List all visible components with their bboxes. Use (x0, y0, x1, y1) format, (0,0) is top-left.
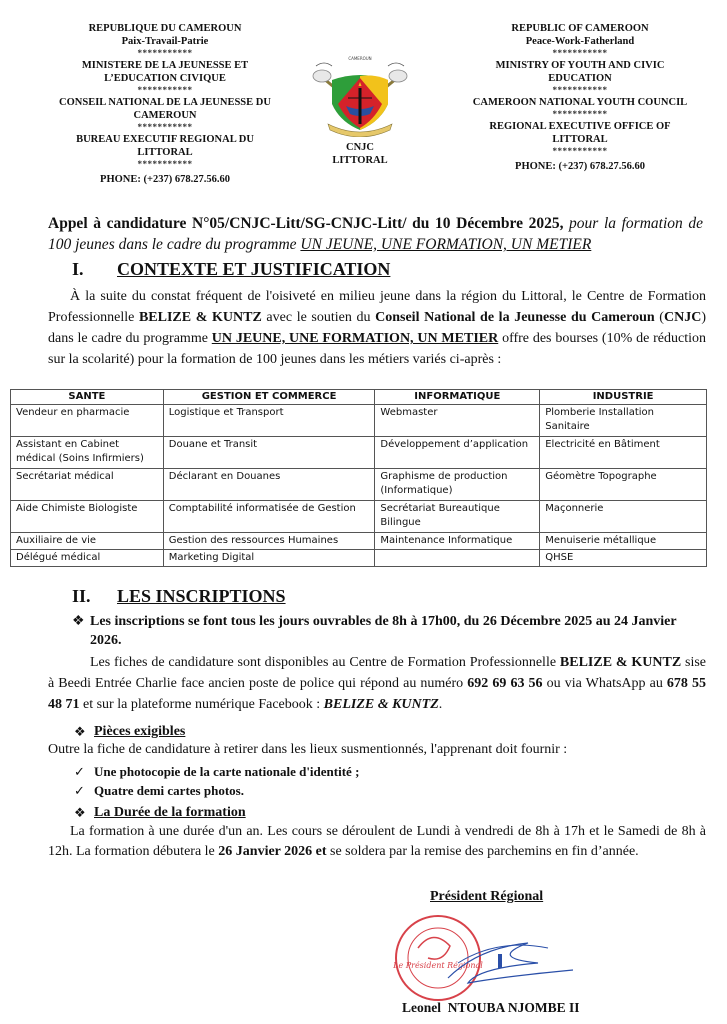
separator: *********** (552, 48, 608, 58)
text: se soldera par la remise des parchemins en fin d’année. (326, 844, 639, 859)
cnjc-logo (305, 52, 415, 167)
schedule-text: Les inscriptions se font tous les jours ouvrables de 8h à 17h00, du 26 Décembre 2025 au 24 Janvier 2026. (90, 614, 677, 648)
table-cell: Gestion des ressources Humaines (163, 533, 375, 550)
table-cell: Assistant en Cabinet médical (Soins Infirmiers) (11, 437, 164, 469)
table-cell: Secrétariat Bureautique Bilingue (375, 501, 540, 533)
inscription-schedule (72, 612, 705, 650)
text: La formation à une durée d'un an. Les cours se déroulent de Lundi à vendredi de 8h à 17h et le Samedi de 8h à 12h. La formation débutera le (48, 824, 706, 859)
section-1-heading (72, 258, 390, 280)
official-stamp-icon (388, 908, 598, 1008)
council-fr-2: CAMEROUN (133, 110, 197, 121)
svg-text:CAMEROUN: CAMEROUN (348, 56, 372, 61)
title-program: UN JEUNE, UNE FORMATION, UN METIER (300, 236, 592, 253)
header-right (455, 22, 705, 173)
required-item-text: Quatre demi cartes photos. (94, 783, 244, 798)
country-name-fr: REPUBLIQUE DU CAMEROUN (88, 23, 242, 34)
section-1-paragraph (48, 286, 706, 370)
table-cell: Géomètre Topographe (540, 469, 707, 501)
table-cell: Développement d’application (375, 437, 540, 469)
table-cell: Comptabilité informatisée de Gestion (163, 501, 375, 533)
ministry-fr-1: MINISTERE DE LA JEUNESSE ET (81, 60, 249, 71)
center-name: BELIZE & KUNTZ (138, 310, 262, 325)
header-left (40, 22, 290, 186)
table-row (11, 533, 707, 550)
separator: *********** (552, 146, 608, 156)
required-item (74, 762, 360, 781)
phone-fr: PHONE: (+237) 678.27.56.60 (100, 174, 230, 185)
text: avec le soutien du (261, 310, 376, 325)
trades-table (10, 389, 707, 567)
council-name: Conseil National de la Jeunesse du Cameroun (375, 310, 655, 325)
logo-caption-line2: LITTORAL (332, 155, 388, 166)
table-cell: Secrétariat médical (11, 469, 164, 501)
diamond-bullet-icon: ❖ (74, 805, 86, 820)
pieces-heading: Pièces exigibles (94, 724, 186, 739)
separator: *********** (552, 109, 608, 119)
table-row (11, 469, 707, 501)
column-header-sante: SANTE (11, 390, 164, 405)
text: . (438, 697, 443, 712)
ministry-fr-2: L’EDUCATION CIVIQUE (104, 73, 226, 84)
signatory-title: Président Régional (430, 889, 544, 904)
document-title (48, 213, 703, 255)
column-header-gestion: GESTION ET COMMERCE (163, 390, 375, 405)
table-cell: Déclarant en Douanes (163, 469, 375, 501)
facebook-page: BELIZE & KUNTZ (323, 697, 439, 712)
checkmark-icon: ✓ (74, 764, 85, 779)
motto-en: Peace-Work-Fatherland (525, 36, 635, 47)
section-2-heading (72, 585, 286, 607)
table-cell: Aide Chimiste Biologiste (11, 501, 164, 533)
table-cell: Vendeur en pharmacie (11, 405, 164, 437)
column-header-industrie: INDUSTRIE (540, 390, 707, 405)
signatory-name: Leonel NTOUBA NJOMBE II (402, 1000, 580, 1015)
start-date: 26 Janvier 2026 et (218, 844, 327, 859)
diamond-bullet-icon: ❖ (74, 724, 86, 739)
table-cell: Graphisme de production (Informatique) (375, 469, 540, 501)
phone-number: 692 69 63 56 (467, 676, 543, 691)
whatsapp-number: 678 55 48 71 (48, 676, 707, 712)
title-purpose: pour la formation de 100 jeunes dans le cadre du programme (48, 215, 703, 253)
table-row (11, 501, 707, 533)
country-name-en: REPUBLIC OF CAMEROON (511, 23, 649, 34)
separator: *********** (552, 85, 608, 95)
office-en-1: REGIONAL EXECUTIVE OFFICE OF (489, 121, 671, 132)
table-row (11, 405, 707, 437)
table-cell (375, 550, 540, 567)
section-2-number: II. (72, 586, 91, 606)
duree-heading: La Durée de la formation (94, 805, 246, 820)
column-header-informatique: INFORMATIQUE (375, 390, 540, 405)
table-cell: Marketing Digital (163, 550, 375, 567)
separator: *********** (137, 48, 193, 58)
section-2-title: LES INSCRIPTIONS (117, 586, 286, 606)
text: ou via WhatsApp au (542, 676, 667, 691)
text: Les fiches de candidature sont disponibles au Centre de Formation Professionnelle (90, 655, 560, 670)
ministry-en-1: MINISTRY OF YOUTH AND CIVIC (495, 60, 665, 71)
required-item (74, 781, 244, 800)
separator: *********** (137, 122, 193, 132)
text: offre des bourses (10% de réduction sur la scolarité) pour la formation de 100 jeunes dans les métiers variés ci-après : (48, 331, 707, 367)
phone-en: PHONE: (+237) 678.27.56.60 (515, 161, 645, 172)
section-1-title: CONTEXTE ET JUSTIFICATION (117, 259, 391, 279)
table-cell: Maintenance Informatique (375, 533, 540, 550)
logo-caption (305, 141, 415, 167)
council-fr-1: CONSEIL NATIONAL DE LA JEUNESSE DU (59, 97, 271, 108)
office-fr-2: LITTORAL (137, 147, 193, 158)
table-cell: Webmaster (375, 405, 540, 437)
table-cell: Electricité en Bâtiment (540, 437, 707, 469)
table-row (11, 550, 707, 567)
checkmark-icon: ✓ (74, 783, 85, 798)
coat-of-arms-icon (310, 52, 410, 137)
table-cell: Douane et Transit (163, 437, 375, 469)
duree-paragraph (48, 822, 706, 862)
office-fr-1: BUREAU EXECUTIF REGIONAL DU (76, 134, 254, 145)
office-en-2: LITTORAL (552, 134, 608, 145)
table-row (11, 437, 707, 469)
table-cell: Menuiserie métallique (540, 533, 707, 550)
text: sise à Beedi Entrée Charlie face ancien poste de police qui répond au numéro (48, 655, 706, 691)
motto-fr: Paix-Travail-Patrie (121, 36, 209, 47)
pieces-intro: Outre la fiche de candidature à retirer dans les lieux susmentionnés, l'apprenant doit fournir : (48, 742, 568, 757)
text: ) dans le cadre du programme (48, 310, 706, 346)
table-header-row (11, 390, 707, 405)
section-1-number: I. (72, 259, 84, 279)
title-reference: Appel à candidature N°05/CNJC-Litt/SG-CNJC-Litt/ du 10 Décembre 2025, (48, 215, 564, 232)
program-name: UN JEUNE, UNE FORMATION, UN METIER (211, 331, 499, 346)
ministry-en-2: EDUCATION (548, 73, 612, 84)
council-en: CAMEROON NATIONAL YOUTH COUNCIL (472, 97, 688, 108)
text: et sur la plateforme numérique Facebook : (79, 697, 324, 712)
required-item-text: Une photocopie de la carte nationale d'identité ; (94, 764, 360, 779)
table-cell: Plomberie Installation Sanitaire (540, 405, 707, 437)
table-cell: Auxiliaire de vie (11, 533, 164, 550)
table-cell: Logistique et Transport (163, 405, 375, 437)
diamond-bullet-icon: ❖ (72, 614, 85, 629)
council-acronym: CNJC (663, 310, 702, 325)
separator: *********** (137, 159, 193, 169)
table-cell: Maçonnerie (540, 501, 707, 533)
text: ( (654, 310, 664, 325)
text: À la suite du constat fréquent de l'oisiveté en milieu jeune dans la région du Littoral, le Centre de Formation Professionnelle (48, 289, 706, 325)
stamp-text: Le Président Régional (393, 961, 483, 970)
table-cell: QHSE (540, 550, 707, 567)
separator: *********** (137, 85, 193, 95)
logo-caption-line1: CNJC (346, 142, 374, 153)
availability-paragraph (48, 652, 706, 715)
center-name: BELIZE & KUNTZ (559, 655, 682, 670)
table-cell: Délégué médical (11, 550, 164, 567)
